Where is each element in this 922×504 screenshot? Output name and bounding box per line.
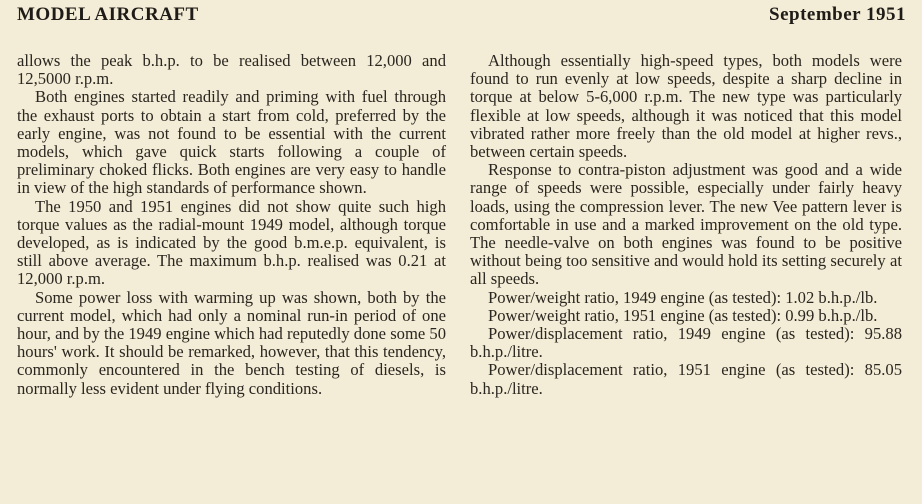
paragraph: Both engines started readily and priming with fuel through the exhaust ports to obtain a start from cold, preferred by the early engine, was not found to be essential with the current models, which gave quick starts following a couple of preliminary choked flicks. Both engines are very easy to handle in view of the high standards of performance shown. <box>17 87 446 198</box>
left-column <box>17 52 446 398</box>
paragraph: allows the peak b.h.p. to be realised between 12,000 and 12,5000 r.p.m. <box>17 51 446 89</box>
ratio-line: Power/displacement ratio, 1951 engine (as tested): 85.05 b.h.p./litre. <box>470 360 902 398</box>
page-header <box>17 4 906 30</box>
ratio-line: Power/weight ratio, 1949 engine (as tested): 1.02 b.h.p./lb. <box>488 287 878 307</box>
paragraph: The 1950 and 1951 engines did not show quite such high torque values as the radial-mount 1949 model, although torque developed, as is indicated by the good b.m.e.p. equivalent, is still above average. The maximum b.h.p. realised was 0.21 at 12,000 r.p.m. <box>17 196 446 289</box>
ratio-line: Power/displacement ratio, 1949 engine (as tested): 95.88 b.h.p./litre. <box>470 324 902 362</box>
paragraph: Although essentially high-speed types, both models were found to run evenly at low speeds, despite a sharp decline in torque at below 5-6,000 r.p.m. The new type was particularly flexible at low speeds, although it was noticed that this model vibrated rather more freely than the old model at higher revs., between certain speeds. <box>470 51 902 162</box>
paragraph: Response to contra-piston adjustment was good and a wide range of speeds were possible, especially under fairly heavy loads, using the compression lever. The new Vee pattern lever is comfortable in use and a marked improvement on the old type. The needle-valve on both engines was found to be positive without being too sensitive and would hold its setting securely at all speeds. <box>470 160 902 289</box>
magazine-title: MODEL AIRCRAFT <box>17 4 199 25</box>
issue-date: September 1951 <box>769 4 906 25</box>
ratio-line: Power/weight ratio, 1951 engine (as tested): 0.99 b.h.p./lb. <box>488 305 878 325</box>
paragraph: Some power loss with warming up was shown, both by the current model, which had only a nominal run-in period of one hour, and by the 1949 engine which had reputedly done some 50 hours' work. It should be remarked, however, that this tendency, commonly encountered in the bench testing of diesels, is normally less evident under flying conditions. <box>17 287 446 398</box>
right-column <box>470 52 902 398</box>
